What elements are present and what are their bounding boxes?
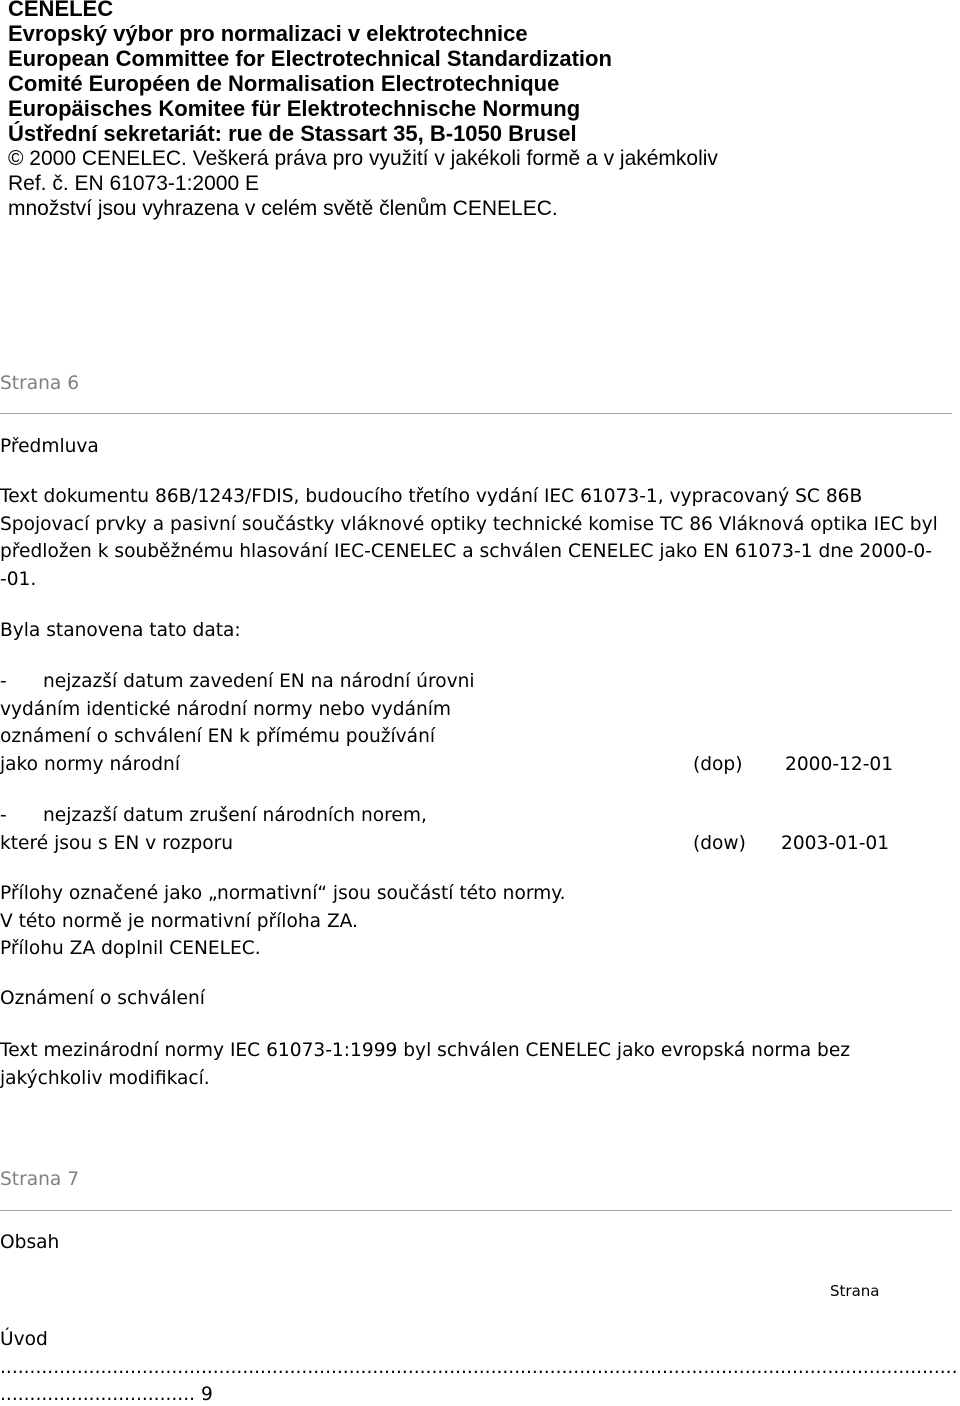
annex-paragraph — [0, 880, 960, 963]
dop-date: 2000-12-01 — [785, 754, 894, 776]
cenelec-header — [8, 0, 952, 221]
dates-intro: Byla stanovena tato data: — [0, 620, 241, 641]
contents-heading: Obsah — [0, 1232, 60, 1253]
toc-leader: .................................................................................................................................................................. — [0, 1356, 958, 1378]
page-6-label: Strana 6 — [0, 373, 80, 394]
rights-notice: množství jsou vyhrazena v celém světě členům CENELEC. — [8, 197, 558, 220]
org-title: CENELEC — [8, 0, 114, 21]
foreword-line: -01. — [0, 569, 37, 591]
contents-heading-block — [0, 1229, 960, 1257]
document-reference: Ref. č. EN 61073-1:2000 E — [8, 172, 259, 195]
endorsement-heading-block — [0, 985, 960, 1013]
dop-text: jako normy národní — [0, 754, 180, 776]
foreword-line: Spojovací prvky a pasivní součástky vláknové optiky technické komise TC 86 Vláknová optika IEC byl — [0, 513, 938, 535]
dop-text: oznámení o schválení EN k přímému používání — [0, 726, 436, 748]
toc-entry-introduction — [0, 1326, 960, 1381]
foreword-line: Text dokumentu 86B/1243/FDIS, budoucího třetího vydání IEC 61073-1, vypracovaný SC 86B — [0, 486, 863, 507]
dop-text: nejzazší datum zavedení EN na národní úrovni — [43, 671, 475, 692]
dow-abbreviation: (dow) — [693, 832, 746, 854]
toc-leader-tail: ................................. — [0, 1385, 196, 1405]
annex-line: Přílohy označené jako „normativní“ jsou součástí této normy. — [0, 883, 566, 904]
endorsement-line: jakýchkoliv modifikací. — [0, 1067, 210, 1089]
page-7-label: Strana 7 — [0, 1169, 80, 1190]
org-name-french: Comité Européen de Normalisation Electrotechnique — [8, 71, 560, 96]
dop-last-line — [0, 751, 960, 779]
toc-entry-introduction-tail — [0, 1385, 960, 1405]
org-name-czech: Evropský výbor pro normalizaci v elektrotechnice — [8, 21, 528, 46]
endorsement-line: Text mezinárodní normy IEC 61073-1:1999 byl schválen CENELEC jako evropská norma bez — [0, 1040, 851, 1061]
dates-intro-block — [0, 617, 960, 645]
endorsement-paragraph — [0, 1037, 960, 1092]
page-6-divider — [0, 413, 952, 414]
endorsement-heading: Oznámení o schválení — [0, 988, 205, 1009]
foreword-line: předložen k souběžnému hlasování IEC-CENELEC a schválen CENELEC jako EN 61073-1 dne 2000-0- — [0, 541, 932, 563]
dow-last-line — [0, 830, 960, 858]
page-7-divider — [0, 1210, 952, 1211]
toc-page-number: 9 — [201, 1385, 213, 1405]
dop-entry — [0, 668, 960, 779]
dow-text: které jsou s EN v rozporu — [0, 832, 234, 854]
dow-bullet: - — [0, 805, 7, 826]
dop-text: vydáním identické národní normy nebo vydáním — [0, 698, 452, 720]
annex-line: Přílohu ZA doplnil CENELEC. — [0, 938, 261, 960]
dop-abbreviation: (dop) — [693, 754, 743, 776]
foreword-heading: Předmluva — [0, 436, 99, 457]
page-7-label-block — [0, 1166, 960, 1194]
contents-page-column-label: Strana — [830, 1282, 880, 1300]
dow-text: nejzazší datum zrušení národních norem, — [43, 805, 427, 826]
copyright-notice: © 2000 CENELEC. Veškerá práva pro využití v jakékoli formě a v jakémkoliv — [8, 147, 718, 170]
foreword-heading-block — [0, 433, 960, 461]
toc-leader-tail-line — [0, 1385, 960, 1405]
foreword-paragraph — [0, 483, 960, 594]
dow-first-line — [0, 802, 960, 830]
secretariat-address: Ústřední sekretariát: rue de Stassart 35, B-1050 Brusel — [8, 121, 577, 146]
org-name-english: European Committee for Electrotechnical Standardization — [8, 46, 612, 71]
dop-first-line — [0, 668, 960, 696]
dop-bullet: - — [0, 671, 7, 692]
toc-entry-title: Úvod — [0, 1329, 48, 1350]
page-6-label-block — [0, 370, 960, 398]
dow-date: 2003-01-01 — [781, 832, 890, 854]
dow-entry — [0, 802, 960, 857]
annex-line: V této normě je normativní příloha ZA. — [0, 910, 358, 932]
org-name-german: Europäisches Komitee für Elektrotechnische Normung — [8, 96, 581, 121]
